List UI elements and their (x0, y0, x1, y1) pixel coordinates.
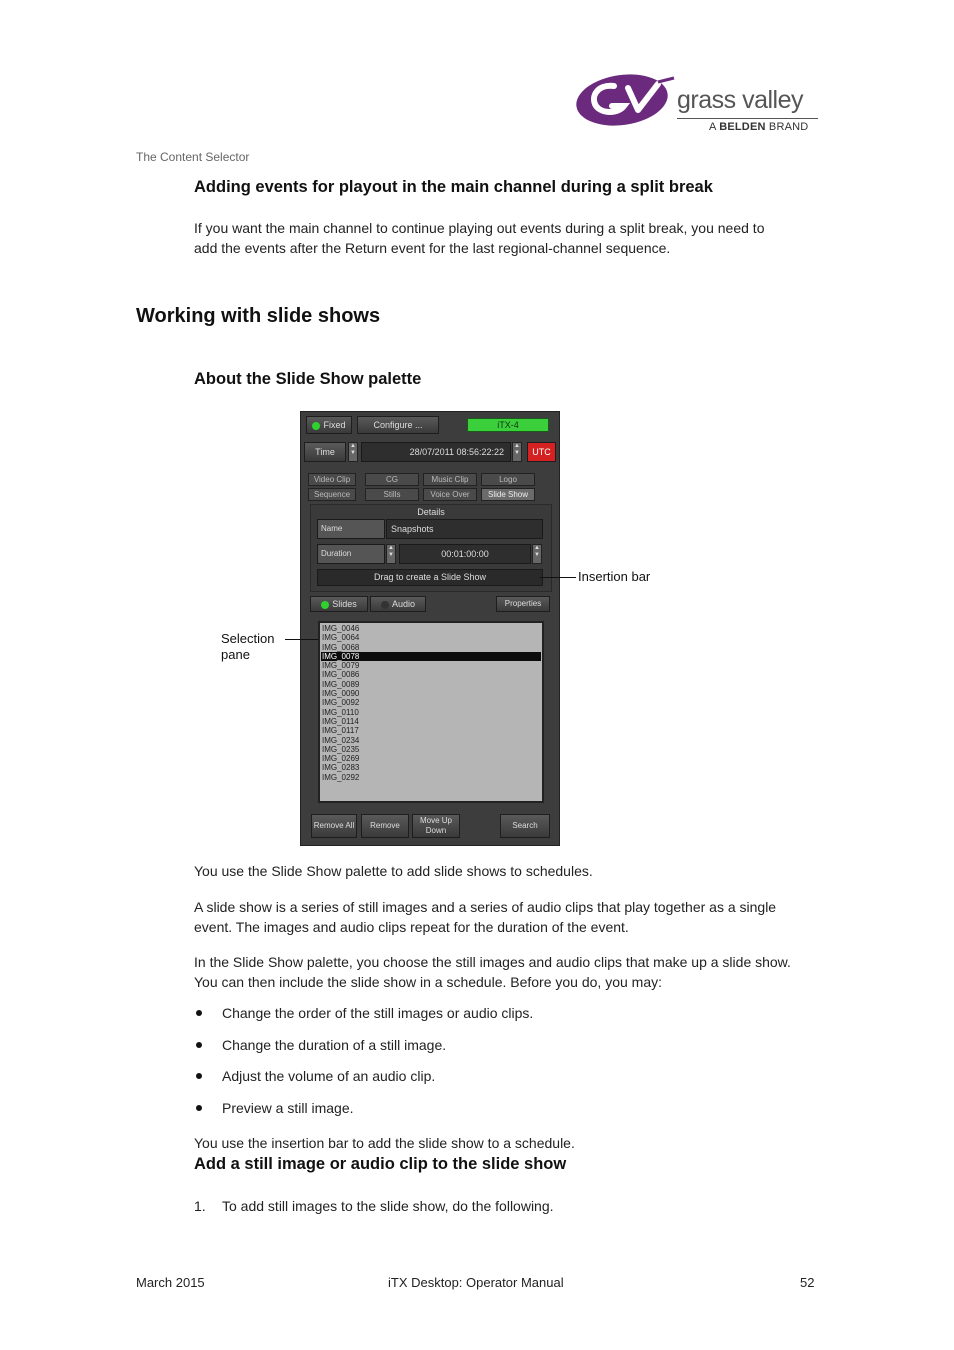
slide-list-item[interactable]: IMG_0090 (322, 689, 360, 699)
running-head: The Content Selector (136, 150, 250, 164)
slide-list-item[interactable]: IMG_0110 (322, 707, 359, 717)
section-heading-slide-shows: Working with slide shows (136, 305, 381, 327)
subheading-slide-show-palette: About the Slide Show palette (194, 370, 422, 388)
paragraph-palette-usage: In the Slide Show palette, you choose the still images and audio clips that make up a slide show. You can then include the slide show in a schedule. Before you do, you may: (194, 954, 791, 990)
tab-slide-show[interactable]: Slide Show (481, 488, 535, 501)
slide-list-item[interactable]: IMG_0064 (322, 633, 360, 643)
list-item: Change the duration of a still image. (194, 1035, 814, 1055)
paragraph-slide-show-definition: A slide show is a series of still images and a series of audio clips that play together as a single event. The images and audio clips repeat for the duration of the event. (194, 899, 777, 935)
remove-all-button[interactable]: Remove All (311, 814, 357, 838)
section-heading-split-break: Adding events for playout in the main channel during a split break (194, 178, 713, 196)
logo-wordmark: grass valley (677, 86, 803, 114)
slide-list-item[interactable]: IMG_0089 (322, 679, 360, 689)
slide-list-item[interactable]: IMG_0086 (322, 670, 360, 680)
tab-logo[interactable]: Logo (481, 473, 535, 486)
tab-video-clip[interactable]: Video Clip (308, 473, 356, 486)
grass-valley-logo (574, 72, 824, 136)
selection-pane-callout: Selection pane (221, 631, 275, 662)
bullet-icon (196, 1042, 202, 1048)
fixed-button[interactable]: Fixed (306, 416, 352, 434)
time-button[interactable]: Time (304, 442, 346, 462)
details-panel (310, 504, 552, 592)
selection-pane[interactable] (318, 621, 544, 803)
status-led-icon (312, 422, 320, 430)
slide-list-item[interactable]: IMG_0078 (321, 652, 541, 661)
slide-list-item[interactable]: IMG_0269 (322, 754, 360, 764)
bullet-icon (196, 1010, 202, 1016)
time-mode-spinner[interactable]: ▲ ▼ (348, 442, 358, 462)
tab-cg[interactable]: CG (365, 473, 419, 486)
move-up-down-button[interactable]: Move Up Down (412, 814, 460, 838)
search-button[interactable]: Search (500, 814, 550, 838)
properties-button[interactable]: Properties (496, 596, 550, 612)
utc-button[interactable]: UTC (527, 442, 556, 462)
datetime-field[interactable]: 28/07/2011 08:56:22:22 (361, 442, 511, 462)
tab-music-clip[interactable]: Music Clip (423, 473, 477, 486)
slide-list-item[interactable]: IMG_0283 (322, 763, 360, 773)
slide-list-item[interactable]: IMG_0092 (322, 698, 360, 708)
tab-sequence[interactable]: Sequence (308, 488, 356, 501)
configure-button[interactable]: Configure ... (357, 416, 439, 434)
name-label: Name (317, 519, 385, 539)
duration-spinner-left[interactable]: ▲ ▼ (386, 544, 396, 564)
gv-logo-icon (574, 72, 678, 130)
footer-title: iTX Desktop: Operator Manual (388, 1275, 564, 1290)
tab-stills[interactable]: Stills (365, 488, 419, 501)
slides-led-icon (321, 601, 329, 609)
subheading-add-still-image: Add a still image or audio clip to the slide show (194, 1155, 567, 1173)
logo-brand-line: A BELDEN BRAND (709, 121, 809, 133)
list-item: Change the order of the still images or audio clips. (194, 1003, 814, 1023)
audio-tab[interactable]: Audio (370, 596, 426, 612)
bullet-icon (196, 1105, 202, 1111)
paragraph-palette-intro: You use the Slide Show palette to add slide shows to schedules. (194, 863, 593, 879)
slide-list-item[interactable]: IMG_0046 (322, 624, 360, 633)
paragraph-insertion-bar: You use the insertion bar to add the slide show to a schedule. (194, 1135, 575, 1151)
duration-spinner-right[interactable]: ▲ ▼ (532, 544, 542, 564)
logo-divider (677, 118, 818, 119)
list-item: Preview a still image. (194, 1098, 814, 1118)
insertion-bar[interactable]: Drag to create a Slide Show (317, 569, 543, 586)
slide-show-palette-screenshot (300, 411, 560, 846)
insertion-bar-callout: Insertion bar (578, 569, 651, 584)
list-item: Adjust the volume of an audio clip. (194, 1066, 814, 1086)
tab-voice-over[interactable]: Voice Over (423, 488, 477, 501)
slide-list-item[interactable]: IMG_0117 (322, 726, 359, 736)
slide-list-item[interactable]: IMG_0114 (322, 716, 359, 726)
audio-led-icon (381, 601, 389, 609)
duration-label: Duration (317, 544, 385, 564)
slide-list-item[interactable]: IMG_0235 (322, 744, 360, 754)
footer-date: March 2015 (136, 1275, 205, 1290)
remove-button[interactable]: Remove (361, 814, 409, 838)
datetime-spinner[interactable]: ▲ ▼ (512, 442, 522, 462)
details-label: Details (417, 507, 445, 517)
paragraph-split-break: If you want the main channel to continue playing out events during a split break, you need to add the events after the Return event for the last regional-channel sequence. (194, 220, 765, 256)
step-text: To add still images to the slide show, do the following. (222, 1198, 554, 1214)
options-list (194, 1003, 814, 1129)
step-number: 1. (194, 1198, 206, 1214)
channel-indicator[interactable]: iTX-4 (467, 418, 549, 432)
insertion-bar-callout-line (540, 577, 576, 578)
name-field[interactable]: Snapshots (386, 519, 543, 539)
slide-list-item[interactable]: IMG_0234 (322, 735, 360, 745)
bullet-icon (196, 1073, 202, 1079)
duration-field[interactable]: 00:01:00:00 (399, 544, 531, 564)
footer-page-number: 52 (800, 1275, 815, 1290)
selection-pane-callout-line (285, 639, 318, 640)
slide-list-item[interactable]: IMG_0079 (322, 661, 360, 671)
slides-tab[interactable]: Slides (310, 596, 368, 612)
slide-list-item[interactable]: IMG_0292 (322, 772, 360, 782)
slide-list-item[interactable]: IMG_0068 (322, 642, 360, 652)
